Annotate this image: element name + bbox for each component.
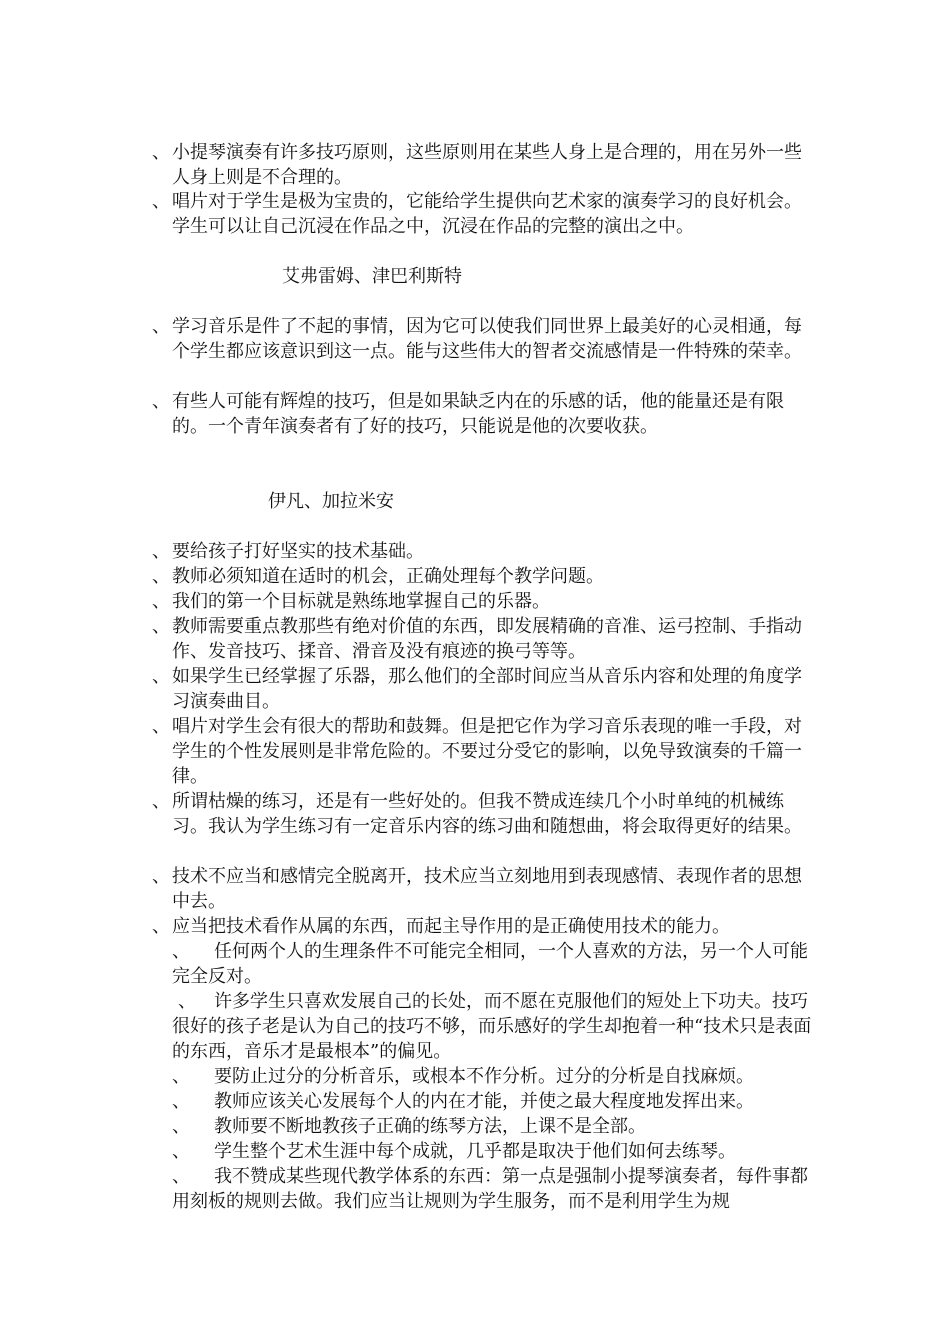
paragraph-text: 学生整个艺术生涯中每个成就，几乎都是取决于他们如何去练琴。 [214, 1141, 736, 1162]
paragraph-text: 应当把技术看作从属的东西，而起主导作用的是正确使用技术的能力。 [172, 916, 730, 937]
paragraph [152, 1064, 812, 1089]
paragraph-text: 我不赞成某些现代教学体系的东西：第一点是强制小提琴演奏者，每件事都用刻板的规则去做。我们应当让规则为学生服务，而不是利用学生为规 [172, 1166, 808, 1212]
paragraph-text: 许多学生只喜欢发展自己的长处，而不愿在克服他们的短处上下功夫。技巧很好的孩子老是认为自己的技巧不够，而乐感好的学生却抱着一种“技术只是表面的东西，音乐才是最根本”的偏见。 [172, 991, 812, 1062]
paragraph [152, 664, 812, 714]
paragraph [152, 140, 812, 190]
paragraph-text: 如果学生已经掌握了乐器，那么他们的全部时间应当从音乐内容和处理的角度学习演奏曲目。 [172, 666, 802, 712]
paragraph-text: 所谓枯燥的练习，还是有一些好处的。但我不赞成连续几个小时单纯的机械练习。我认为学生练习有一定音乐内容的练习曲和随想曲，将会取得更好的结果。 [172, 791, 802, 837]
bullet-mark: 、 [152, 591, 170, 612]
paragraph [152, 189, 812, 239]
paragraph [152, 614, 812, 664]
author-heading: 伊凡、加拉米安 [268, 491, 394, 512]
bullet-mark: 、 [172, 1091, 190, 1112]
paragraph-text: 唱片对于学生是极为宝贵的，它能给学生提供向艺术家的演奏学习的良好机会。学生可以让自己沉浸在作品之中，沉浸在作品的完整的演出之中。 [172, 191, 802, 237]
paragraph [152, 539, 812, 564]
paragraph-text: 有些人可能有辉煌的技巧，但是如果缺乏内在的乐感的话，他的能量还是有限的。一个青年演奏者有了好的技巧，只能说是他的次要收获。 [172, 391, 784, 437]
paragraph-text: 教师必须知道在适时的机会，正确处理每个教学问题。 [172, 566, 604, 587]
paragraph [152, 1139, 812, 1164]
paragraph [152, 939, 812, 989]
paragraph-text: 小提琴演奏有许多技巧原则，这些原则用在某些人身上是合理的，用在另外一些人身上则是不合理的。 [172, 142, 802, 188]
paragraph-text: 技术不应当和感情完全脱离开，技术应当立刻地用到表现感情、表现作者的思想中去。 [172, 866, 802, 912]
paragraph-text: 教师需要重点教那些有绝对价值的东西，即发展精确的音准、运弓控制、手指动作、发音技巧、揉音、滑音及没有痕迹的换弓等等。 [172, 616, 802, 662]
paragraph-text: 教师要不断地教孩子正确的练琴方法，上课不是全部。 [214, 1116, 646, 1137]
bullet-mark: 、 [152, 391, 170, 412]
paragraph [152, 389, 812, 439]
bullet-mark: 、 [152, 316, 170, 337]
paragraph [152, 564, 812, 589]
bullet-mark: 、 [152, 916, 170, 937]
bullet-mark: 、 [152, 541, 170, 562]
bullet-mark: 、 [152, 791, 170, 812]
paragraph [152, 1164, 812, 1214]
paragraph-text: 要防止过分的分析音乐，或根本不作分析。过分的分析是自找麻烦。 [214, 1066, 754, 1087]
bullet-mark: 、 [178, 991, 196, 1012]
paragraph [152, 864, 812, 914]
paragraph-text: 任何两个人的生理条件不可能完全相同，一个人喜欢的方法，另一个人可能完全反对。 [172, 941, 808, 987]
paragraph-text: 我们的第一个目标就是熟练地掌握自己的乐器。 [172, 591, 550, 612]
bullet-mark: 、 [152, 716, 170, 737]
paragraph [152, 789, 812, 839]
bullet-mark: 、 [152, 566, 170, 587]
paragraph [152, 714, 812, 789]
bullet-mark: 、 [172, 1141, 190, 1162]
paragraph-text: 学习音乐是件了不起的事情，因为它可以使我们同世界上最美好的心灵相通，每个学生都应该意识到这一点。能与这些伟大的智者交流感情是一件特殊的荣幸。 [172, 316, 802, 362]
paragraph-text: 要给孩子打好坚实的技术基础。 [172, 541, 424, 562]
bullet-mark: 、 [152, 666, 170, 687]
paragraph [152, 314, 812, 364]
bullet-mark: 、 [172, 941, 190, 962]
paragraph [152, 1089, 812, 1114]
bullet-mark: 、 [172, 1066, 190, 1087]
bullet-mark: 、 [172, 1116, 190, 1137]
paragraph [152, 989, 812, 1064]
paragraph-text: 唱片对学生会有很大的帮助和鼓舞。但是把它作为学习音乐表现的唯一手段，对学生的个性发展则是非常危险的。不要过分受它的影响，以免导致演奏的千篇一律。 [172, 716, 802, 787]
paragraph [152, 1114, 812, 1139]
bullet-mark: 、 [152, 866, 170, 887]
paragraph-text: 教师应该关心发展每个人的内在才能，并使之最大程度地发挥出来。 [214, 1091, 754, 1112]
bullet-mark: 、 [152, 616, 170, 637]
paragraph [152, 914, 812, 939]
bullet-mark: 、 [172, 1166, 190, 1187]
paragraph [152, 589, 812, 614]
bullet-mark: 、 [152, 142, 170, 163]
bullet-mark: 、 [152, 191, 170, 212]
author-heading: 艾弗雷姆、津巴利斯特 [282, 266, 462, 287]
